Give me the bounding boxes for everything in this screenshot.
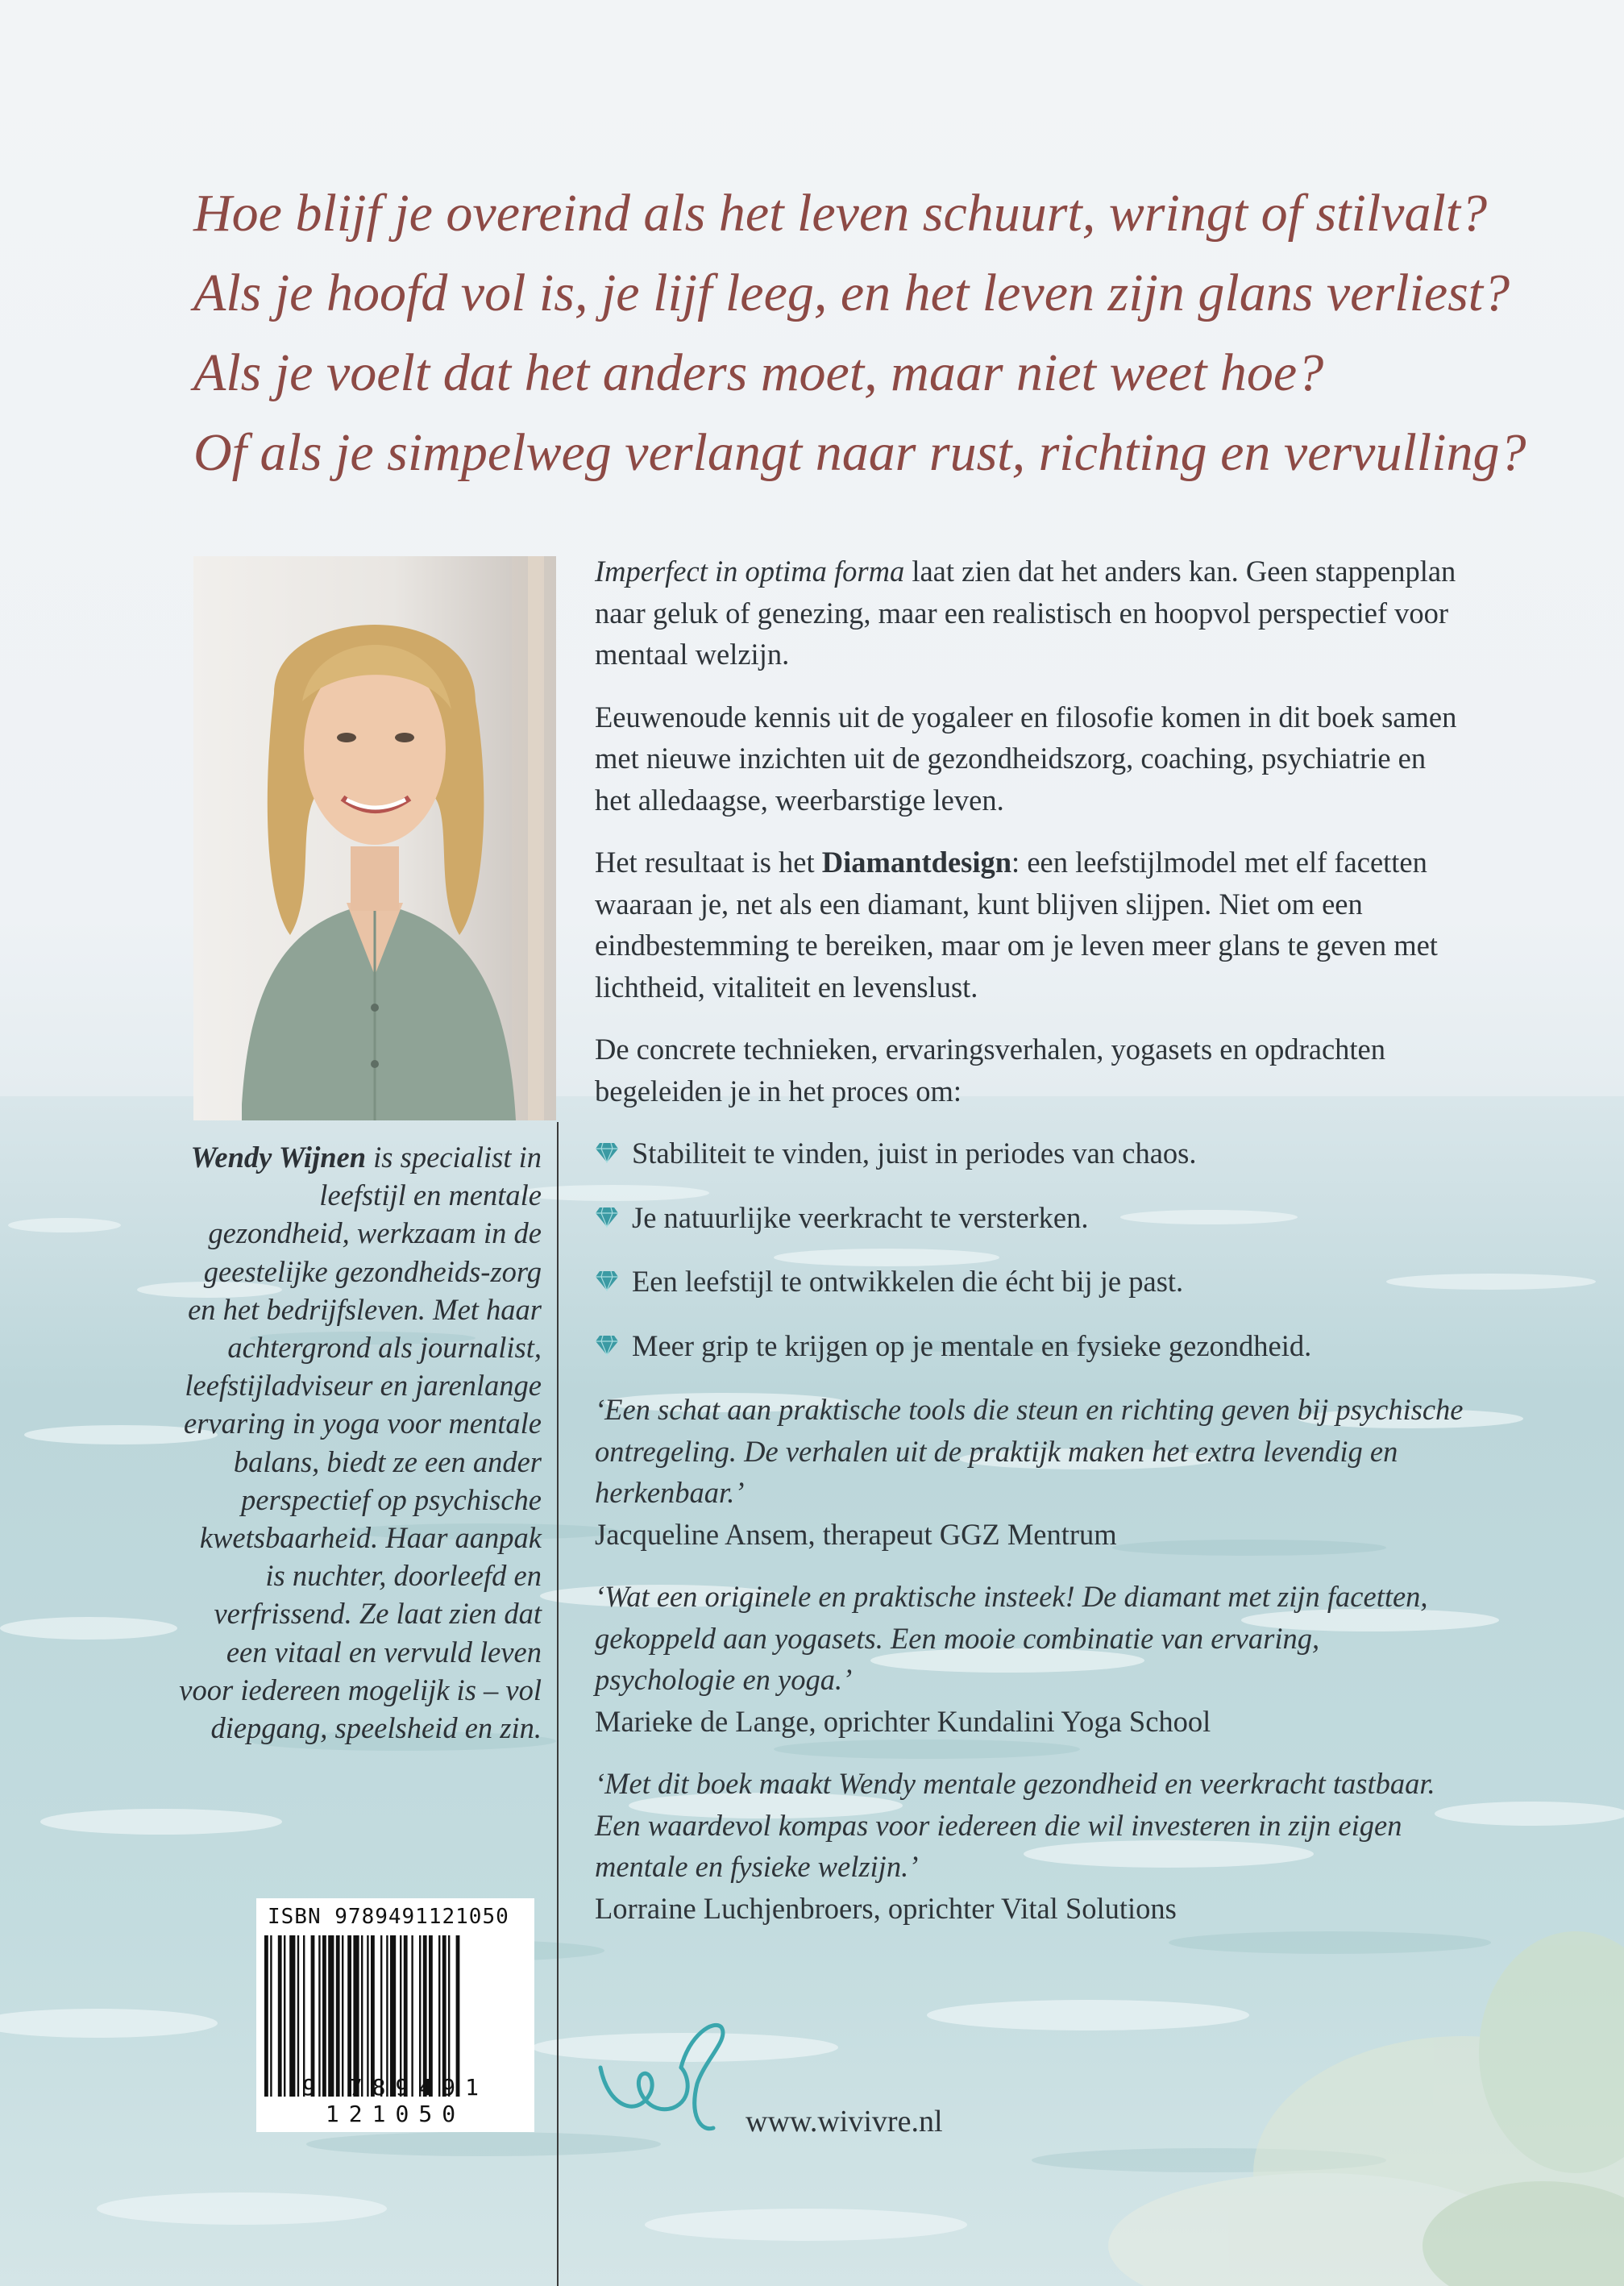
question-line: Hoe blijf je overeind als het leven schuurt, wringt of stilvalt? — [193, 184, 1488, 243]
benefit-item: Meer grip te krijgen op je mentale en fysieke gezondheid. — [595, 1325, 1465, 1367]
barcode-bar — [297, 1935, 299, 2097]
benefit-list — [595, 1133, 1465, 1366]
description-paragraph: Imperfect in optima forma laat zien dat het anders kan. Geen stappenplan naar geluk of genezing, maar een realistisch en hoopvol perspectief voor mentaal welzijn. — [595, 555, 1456, 671]
barcode-bar — [342, 1935, 343, 2097]
barcode-bar — [318, 1935, 320, 2097]
barcode-bar — [442, 1935, 446, 2097]
question-line: Als je hoofd vol is, je lijf leeg, en het leven zijn glans verliest? — [193, 264, 1510, 322]
benefit-item: Een leefstijl te ontwikkelen die écht bij je past. — [595, 1261, 1465, 1303]
barcode-bars — [263, 1935, 528, 2097]
author-photo — [193, 556, 556, 1120]
barcode-bar — [322, 1935, 326, 2097]
barcode-bar — [386, 1935, 388, 2097]
testimonial — [595, 1389, 1465, 1555]
isbn-barcode — [256, 1898, 534, 2132]
isbn-label: ISBN 9789491121050 — [268, 1905, 509, 1929]
book-title: Imperfect in optima forma — [595, 555, 905, 588]
barcode-bar — [270, 1935, 272, 2097]
testimonial — [595, 1763, 1465, 1929]
barcode-bar — [456, 1935, 460, 2097]
isbn-digits: 9 789491 121050 — [302, 2074, 488, 2127]
barcode-bar — [411, 1935, 413, 2097]
diamond-icon — [595, 1335, 619, 1356]
barcode-bar — [404, 1935, 408, 2097]
benefit-item: Je natuurlijke veerkracht te versterken. — [595, 1197, 1465, 1239]
wivivre-logo-icon — [592, 2019, 737, 2140]
barcode-bar — [361, 1935, 363, 2097]
barcode-bar — [328, 1935, 334, 2097]
author-bio — [177, 1138, 542, 1747]
barcode-bar — [278, 1935, 282, 2097]
barcode-bar — [423, 1935, 427, 2097]
barcode-bar — [429, 1935, 433, 2097]
barcode-bar — [353, 1935, 359, 2097]
testimonial-source: Jacqueline Ansem, therapeut GGZ Mentrum — [595, 1517, 1117, 1551]
barcode-bar — [380, 1935, 382, 2097]
description-paragraph: Eeuwenoude kennis uit de yogaleer en filosofie komen in dit boek samen met nieuwe inzichten uit de gezondheidszorg, coaching, psychiatrie en het alledaagse, weerbarstige leven. — [595, 700, 1457, 817]
barcode-bar — [448, 1935, 450, 2097]
barcode-bar — [347, 1935, 351, 2097]
diamond-icon — [595, 1207, 619, 1228]
diamond-icon — [595, 1142, 619, 1163]
barcode-bar — [390, 1935, 396, 2097]
barcode-bar — [264, 1935, 268, 2097]
description-column — [595, 551, 1465, 1950]
testimonial — [595, 1576, 1465, 1742]
diamond-icon — [595, 1270, 619, 1291]
barcode-bar — [311, 1935, 315, 2097]
barcode-bar — [419, 1935, 421, 2097]
benefit-item: Stabiliteit te vinden, juist in periodes van chaos. — [595, 1133, 1465, 1174]
barcode-bar — [438, 1935, 440, 2097]
barcode-bar — [367, 1935, 368, 2097]
intro-questions — [193, 173, 1526, 493]
barcode-bar — [303, 1935, 305, 2097]
question-line: Of als je simpelweg verlangt naar rust, richting en vervulling? — [193, 423, 1526, 482]
testimonial-source: Lorraine Luchjenbroers, oprichter Vital Solutions — [595, 1891, 1177, 1925]
description-paragraph: Het resultaat is het Diamantdesign: een leefstijlmodel met elf facetten waaraan je, net als een diamant, kunt blijven slijpen. Niet om een eindbestemming te bereiken, maar om je leven meer glans te geven met lichtheid, vitaliteit en levenslust. — [595, 846, 1438, 1004]
testimonial-source: Marieke de Lange, oprichter Kundalini Yoga School — [595, 1704, 1211, 1738]
barcode-bar — [400, 1935, 401, 2097]
barcode-bar — [336, 1935, 340, 2097]
description-paragraph: De concrete technieken, ervaringsverhalen, yogasets en opdrachten begeleiden je in het proces om: — [595, 1033, 1385, 1108]
question-line: Als je voelt dat het anders moet, maar niet weet hoe? — [193, 343, 1324, 402]
testimonial-text: ‘Wat een originele en praktische insteek! De diamant met zijn facetten, gekoppeld aan yogasets. Een mooie combinatie van ervaring, psychologie en yoga.’ — [595, 1580, 1428, 1696]
barcode-bar — [284, 1935, 285, 2097]
column-divider — [557, 1122, 559, 2286]
author-bio-text: is specialist in leefstijl en mentale gezondheid, werkzaam in de geestelijke gezondheids-zorg en het bedrijfsleven. Met haar achtergrond als journalist, leefstijladviseur en jarenlange ervaring in yoga voor mentale balans, biedt ze een ander perspectief op psychische kwetsbaarheid. Haar aanpak is nuchter, doorleefd en verfrissend. Ze laat zien dat een vitaal en vervuld leven voor iedereen mogelijk is – vol diepgang, speelsheid en zin. — [179, 1141, 542, 1745]
author-name: Wendy Wijnen — [190, 1141, 367, 1174]
barcode-bar — [289, 1935, 295, 2097]
diamantdesign-term: Diamantdesign — [821, 846, 1012, 879]
testimonial-text: ‘Een schat aan praktische tools die steun en richting geven bij psychische ontregeling. De verhalen uit de praktijk maken het extra levendig en herkenbaar.’ — [595, 1393, 1464, 1509]
testimonial-text: ‘Met dit boek maakt Wendy mentale gezondheid en veerkracht tastbaar. Een waardevol kompas voor iedereen die wil investeren in zijn eigen mentale en fysieke welzijn.’ — [595, 1767, 1435, 1883]
publisher-url: www.wivivre.nl — [746, 2105, 943, 2138]
barcode-bar — [371, 1935, 375, 2097]
